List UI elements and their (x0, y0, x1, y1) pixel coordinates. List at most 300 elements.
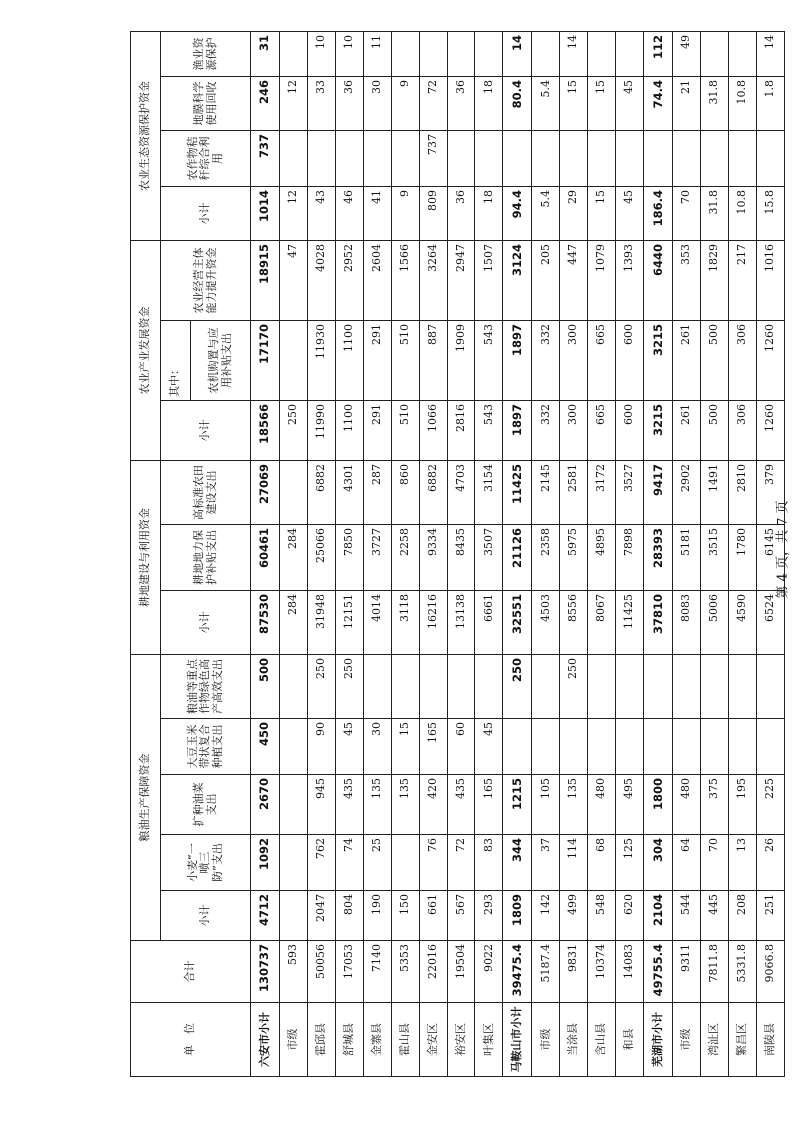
cell-f-high: 4703 (447, 460, 475, 524)
cell-e-straw (335, 130, 363, 186)
cell-f-high: 2581 (560, 460, 588, 524)
header-grain-soy: 大豆玉米带状复合种植支出 (161, 719, 251, 775)
table-row (447, 31, 475, 1076)
cell-f-sub: 8067 (588, 591, 616, 655)
cell-i-sub: 261 (673, 400, 701, 460)
cell-unit: 和县 (616, 1003, 644, 1077)
cell-e-straw (673, 130, 701, 186)
cell-unit: 市级 (532, 1003, 560, 1077)
cell-g-sub: 293 (475, 891, 503, 941)
cell-e-straw (503, 130, 532, 186)
cell-e-film: 45 (616, 76, 644, 130)
cell-g-wheat: 114 (560, 835, 588, 891)
cell-f-subsidy: 7898 (616, 525, 644, 591)
cell-g-sub: 208 (728, 891, 756, 941)
cell-unit: 繁昌区 (728, 1003, 756, 1077)
cell-f-high (280, 460, 308, 524)
cell-g-green (616, 655, 644, 719)
cell-f-subsidy: 284 (280, 525, 308, 591)
cell-unit: 金安区 (419, 1003, 447, 1077)
cell-i-cap: 4028 (308, 240, 336, 320)
cell-e-sub: 1014 (251, 186, 280, 240)
cell-g-wheat: 74 (335, 835, 363, 891)
cell-i-mach: 665 (588, 320, 616, 400)
header-eco-subtotal: 小计 (161, 186, 251, 240)
cell-total: 7811.8 (701, 941, 729, 1003)
cell-f-sub: 31948 (308, 591, 336, 655)
cell-f-high: 27069 (251, 460, 280, 524)
cell-f-subsidy: 7850 (335, 525, 363, 591)
cell-unit: 六安市小计 (251, 1003, 280, 1077)
cell-total: 17053 (335, 941, 363, 1003)
cell-g-wheat: 68 (588, 835, 616, 891)
cell-f-sub: 4014 (363, 591, 391, 655)
cell-f-subsidy: 28393 (644, 525, 673, 591)
cell-i-sub: 3215 (644, 400, 673, 460)
cell-e-straw (280, 130, 308, 186)
cell-i-cap: 1393 (616, 240, 644, 320)
cell-g-green: 250 (560, 655, 588, 719)
cell-unit: 含山县 (588, 1003, 616, 1077)
cell-g-oil: 135 (560, 775, 588, 835)
cell-g-wheat: 72 (447, 835, 475, 891)
header-eco-straw: 农作物秸秆综合利用 (161, 130, 251, 186)
header-ecology-group: 农业生态资源保护资金 (131, 31, 161, 240)
cell-e-straw (644, 130, 673, 186)
cell-e-film: 30 (363, 76, 391, 130)
cell-f-subsidy: 1780 (728, 525, 756, 591)
cell-i-mach: 887 (419, 320, 447, 400)
cell-i-mach: 510 (391, 320, 419, 400)
cell-i-cap: 3264 (419, 240, 447, 320)
cell-f-high: 4301 (335, 460, 363, 524)
cell-g-oil: 945 (308, 775, 336, 835)
cell-i-mach (280, 320, 308, 400)
cell-e-sub: 12 (280, 186, 308, 240)
cell-g-sub: 150 (391, 891, 419, 941)
table-row (616, 31, 644, 1076)
cell-f-sub: 12151 (335, 591, 363, 655)
cell-g-soy: 165 (419, 719, 447, 775)
cell-e-straw: 737 (419, 130, 447, 186)
cell-i-mach: 11930 (308, 320, 336, 400)
cell-e-sub: 45 (616, 186, 644, 240)
cell-f-sub: 8083 (673, 591, 701, 655)
cell-f-subsidy: 2358 (532, 525, 560, 591)
cell-f-subsidy: 5975 (560, 525, 588, 591)
cell-e-straw (756, 130, 784, 186)
cell-i-mach: 3215 (644, 320, 673, 400)
table-row (280, 31, 308, 1076)
cell-unit: 市级 (673, 1003, 701, 1077)
cell-g-wheat: 76 (419, 835, 447, 891)
cell-i-sub: 18566 (251, 400, 280, 460)
cell-g-soy: 45 (335, 719, 363, 775)
cell-e-sub: 31.8 (701, 186, 729, 240)
cell-g-oil: 165 (475, 775, 503, 835)
cell-g-soy: 90 (308, 719, 336, 775)
cell-i-sub: 332 (532, 400, 560, 460)
cell-g-wheat: 25 (363, 835, 391, 891)
cell-i-cap: 6440 (644, 240, 673, 320)
cell-i-cap: 3124 (503, 240, 532, 320)
cell-e-fish (532, 31, 560, 76)
cell-g-green (756, 655, 784, 719)
cell-i-sub: 665 (588, 400, 616, 460)
cell-g-oil: 2670 (251, 775, 280, 835)
cell-total: 22016 (419, 941, 447, 1003)
cell-i-cap: 1507 (475, 240, 503, 320)
cell-g-wheat: 83 (475, 835, 503, 891)
cell-e-straw (391, 130, 419, 186)
cell-g-wheat: 344 (503, 835, 532, 891)
header-industry-among: 其中： (161, 320, 191, 400)
cell-g-wheat (280, 835, 308, 891)
cell-i-sub: 600 (616, 400, 644, 460)
cell-e-straw (728, 130, 756, 186)
cell-i-mach: 543 (475, 320, 503, 400)
cell-i-sub: 1100 (335, 400, 363, 460)
cell-g-soy (532, 719, 560, 775)
cell-i-mach: 600 (616, 320, 644, 400)
cell-g-sub: 251 (756, 891, 784, 941)
cell-i-cap: 447 (560, 240, 588, 320)
cell-f-high: 379 (756, 460, 784, 524)
cell-i-mach: 1897 (503, 320, 532, 400)
cell-e-film: 5.4 (532, 76, 560, 130)
cell-g-soy (588, 719, 616, 775)
cell-e-straw (701, 130, 729, 186)
cell-g-wheat: 70 (701, 835, 729, 891)
cell-total: 9311 (673, 941, 701, 1003)
table-row (701, 31, 729, 1076)
cell-e-straw (532, 130, 560, 186)
cell-g-sub: 499 (560, 891, 588, 941)
cell-f-subsidy: 5181 (673, 525, 701, 591)
cell-g-sub: 567 (447, 891, 475, 941)
cell-e-straw (475, 130, 503, 186)
cell-g-oil: 1800 (644, 775, 673, 835)
cell-total: 9066.8 (756, 941, 784, 1003)
cell-i-cap: 353 (673, 240, 701, 320)
cell-i-sub: 300 (560, 400, 588, 460)
table-body (251, 31, 785, 1076)
cell-e-sub: 9 (391, 186, 419, 240)
cell-g-sub: 548 (588, 891, 616, 941)
cell-e-film: 15 (560, 76, 588, 130)
cell-e-fish (280, 31, 308, 76)
table-row (503, 31, 532, 1076)
cell-e-straw: 737 (251, 130, 280, 186)
cell-e-sub: 29 (560, 186, 588, 240)
cell-g-green (363, 655, 391, 719)
cell-f-sub: 284 (280, 591, 308, 655)
cell-g-green (475, 655, 503, 719)
rotated-table-container (130, 32, 785, 1077)
cell-f-high: 1491 (701, 460, 729, 524)
cell-i-sub: 510 (391, 400, 419, 460)
cell-e-film: 72 (419, 76, 447, 130)
cell-i-sub: 500 (701, 400, 729, 460)
cell-g-wheat: 304 (644, 835, 673, 891)
cell-e-straw (588, 130, 616, 186)
cell-e-fish (475, 31, 503, 76)
cell-unit: 舒城县 (335, 1003, 363, 1077)
cell-i-mach: 1909 (447, 320, 475, 400)
cell-g-green (728, 655, 756, 719)
cell-f-high: 3172 (588, 460, 616, 524)
cell-i-cap: 1079 (588, 240, 616, 320)
cell-g-wheat: 1092 (251, 835, 280, 891)
cell-g-soy (644, 719, 673, 775)
cell-e-film: 31.8 (701, 76, 729, 130)
cell-f-sub: 32551 (503, 591, 532, 655)
cell-g-wheat (391, 835, 419, 891)
cell-e-fish (447, 31, 475, 76)
cell-g-soy: 30 (363, 719, 391, 775)
cell-e-sub: 70 (673, 186, 701, 240)
header-farmland-group: 耕地建设与利用资金 (131, 460, 161, 654)
cell-unit: 南陵县 (756, 1003, 784, 1077)
cell-g-wheat: 125 (616, 835, 644, 891)
cell-unit: 裕安区 (447, 1003, 475, 1077)
cell-g-sub: 1809 (503, 891, 532, 941)
cell-e-film: 36 (335, 76, 363, 130)
cell-e-straw (447, 130, 475, 186)
cell-e-straw (308, 130, 336, 186)
cell-g-green (588, 655, 616, 719)
cell-i-mach: 291 (363, 320, 391, 400)
header-farm-subsidy: 耕地地力保护补贴支出 (161, 525, 251, 591)
cell-g-sub: 804 (335, 891, 363, 941)
cell-g-soy: 45 (475, 719, 503, 775)
cell-i-mach: 500 (701, 320, 729, 400)
cell-e-fish (701, 31, 729, 76)
cell-g-green: 250 (308, 655, 336, 719)
cell-total: 19504 (447, 941, 475, 1003)
cell-f-subsidy: 25066 (308, 525, 336, 591)
cell-e-straw (560, 130, 588, 186)
cell-f-sub: 87530 (251, 591, 280, 655)
cell-i-sub: 1260 (756, 400, 784, 460)
cell-e-fish: 10 (335, 31, 363, 76)
cell-g-soy (560, 719, 588, 775)
header-farm-highstd: 高标准农田建设支出 (161, 460, 251, 524)
cell-e-sub: 809 (419, 186, 447, 240)
cell-i-cap: 18915 (251, 240, 280, 320)
cell-g-oil: 135 (391, 775, 419, 835)
cell-g-soy: 60 (447, 719, 475, 775)
cell-i-sub: 291 (363, 400, 391, 460)
cell-i-cap: 2947 (447, 240, 475, 320)
cell-unit: 霍邱县 (308, 1003, 336, 1077)
cell-i-sub: 543 (475, 400, 503, 460)
cell-e-film: 21 (673, 76, 701, 130)
cell-f-sub: 8556 (560, 591, 588, 655)
cell-g-green: 250 (335, 655, 363, 719)
cell-f-subsidy: 60461 (251, 525, 280, 591)
cell-f-high: 3154 (475, 460, 503, 524)
cell-g-green: 500 (251, 655, 280, 719)
cell-g-green (391, 655, 419, 719)
cell-unit: 湾沚区 (701, 1003, 729, 1077)
cell-e-film: 33 (308, 76, 336, 130)
cell-f-subsidy: 21126 (503, 525, 532, 591)
cell-g-sub: 4712 (251, 891, 280, 941)
cell-f-subsidy: 3727 (363, 525, 391, 591)
cell-total: 14083 (616, 941, 644, 1003)
cell-e-fish: 14 (560, 31, 588, 76)
cell-e-fish: 10 (308, 31, 336, 76)
cell-e-sub: 15 (588, 186, 616, 240)
cell-f-sub: 4590 (728, 591, 756, 655)
cell-g-soy: 450 (251, 719, 280, 775)
cell-g-oil: 375 (701, 775, 729, 835)
cell-f-sub: 37810 (644, 591, 673, 655)
cell-e-fish: 49 (673, 31, 701, 76)
cell-i-sub: 2816 (447, 400, 475, 460)
cell-total: 9022 (475, 941, 503, 1003)
cell-i-cap: 205 (532, 240, 560, 320)
cell-e-straw (363, 130, 391, 186)
cell-e-sub: 10.8 (728, 186, 756, 240)
cell-g-sub: 190 (363, 891, 391, 941)
cell-e-sub: 46 (335, 186, 363, 240)
cell-e-fish (728, 31, 756, 76)
table-row (673, 31, 701, 1076)
cell-g-oil: 420 (419, 775, 447, 835)
header-unit: 单 位 (131, 1003, 251, 1077)
cell-e-film: 18 (475, 76, 503, 130)
cell-i-sub: 250 (280, 400, 308, 460)
cell-e-film: 74.4 (644, 76, 673, 130)
cell-i-cap: 1566 (391, 240, 419, 320)
funding-table (130, 31, 785, 1077)
cell-f-high: 6882 (419, 460, 447, 524)
cell-g-green (644, 655, 673, 719)
header-industry-capacity: 农业经营主体能力提升资金 (161, 240, 251, 320)
cell-g-soy (616, 719, 644, 775)
cell-f-high: 11425 (503, 460, 532, 524)
cell-i-mach: 1100 (335, 320, 363, 400)
cell-e-fish (391, 31, 419, 76)
header-grain-group: 粮油生产保障资金 (131, 655, 161, 941)
cell-i-sub: 1897 (503, 400, 532, 460)
cell-e-film: 80.4 (503, 76, 532, 130)
cell-e-sub: 5.4 (532, 186, 560, 240)
cell-g-sub: 620 (616, 891, 644, 941)
cell-f-high: 9417 (644, 460, 673, 524)
cell-g-soy (728, 719, 756, 775)
cell-e-fish: 11 (363, 31, 391, 76)
cell-g-oil: 435 (447, 775, 475, 835)
cell-e-fish: 31 (251, 31, 280, 76)
cell-total: 130737 (251, 941, 280, 1003)
cell-f-high: 3527 (616, 460, 644, 524)
cell-f-subsidy: 9334 (419, 525, 447, 591)
cell-g-oil: 105 (532, 775, 560, 835)
cell-unit: 当涂县 (560, 1003, 588, 1077)
cell-f-subsidy: 8435 (447, 525, 475, 591)
cell-e-sub: 18 (475, 186, 503, 240)
cell-i-mach: 332 (532, 320, 560, 400)
cell-f-sub: 5006 (701, 591, 729, 655)
table-row (363, 31, 391, 1076)
cell-g-oil: 1215 (503, 775, 532, 835)
cell-f-sub: 6524 (756, 591, 784, 655)
cell-e-sub: 43 (308, 186, 336, 240)
cell-g-oil: 480 (588, 775, 616, 835)
cell-f-high: 6882 (308, 460, 336, 524)
cell-e-sub: 41 (363, 186, 391, 240)
table-row (728, 31, 756, 1076)
cell-g-oil: 495 (616, 775, 644, 835)
cell-i-mach: 300 (560, 320, 588, 400)
cell-i-mach: 1260 (756, 320, 784, 400)
cell-g-soy (673, 719, 701, 775)
cell-g-soy (756, 719, 784, 775)
cell-g-soy (280, 719, 308, 775)
cell-e-fish: 14 (503, 31, 532, 76)
cell-total: 5331.8 (728, 941, 756, 1003)
cell-g-soy (503, 719, 532, 775)
header-industry-machine: 农机购置与应用补贴支出 (191, 320, 251, 400)
table-row (532, 31, 560, 1076)
cell-g-wheat: 762 (308, 835, 336, 891)
cell-f-subsidy: 6145 (756, 525, 784, 591)
cell-e-film: 1.8 (756, 76, 784, 130)
table-row (560, 31, 588, 1076)
cell-g-green (280, 655, 308, 719)
table-row (335, 31, 363, 1076)
cell-f-sub: 16216 (419, 591, 447, 655)
cell-g-green: 250 (503, 655, 532, 719)
cell-g-wheat: 37 (532, 835, 560, 891)
cell-f-sub: 4503 (532, 591, 560, 655)
header-industry-subtotal: 小计 (161, 400, 251, 460)
page-footer: 第 4 页，共 7 页 (775, 500, 791, 599)
cell-g-wheat: 26 (756, 835, 784, 891)
table-row (644, 31, 673, 1076)
cell-e-film: 12 (280, 76, 308, 130)
header-industry-group: 农业产业发展资金 (131, 240, 161, 460)
table-row (475, 31, 503, 1076)
cell-g-soy: 15 (391, 719, 419, 775)
cell-f-subsidy: 3507 (475, 525, 503, 591)
cell-e-sub: 186.4 (644, 186, 673, 240)
cell-g-green (532, 655, 560, 719)
cell-g-green (701, 655, 729, 719)
header-farm-subtotal: 小计 (161, 591, 251, 655)
cell-total: 5353 (391, 941, 419, 1003)
cell-i-cap: 2952 (335, 240, 363, 320)
table-row (391, 31, 419, 1076)
cell-g-green (419, 655, 447, 719)
cell-f-high: 860 (391, 460, 419, 524)
header-grain-subtotal: 小计 (161, 891, 251, 941)
table-row (419, 31, 447, 1076)
cell-i-mach: 261 (673, 320, 701, 400)
cell-e-sub: 36 (447, 186, 475, 240)
cell-g-wheat: 13 (728, 835, 756, 891)
cell-f-sub: 3118 (391, 591, 419, 655)
cell-i-cap: 1829 (701, 240, 729, 320)
cell-g-green (673, 655, 701, 719)
cell-i-cap: 1016 (756, 240, 784, 320)
cell-e-film: 10.8 (728, 76, 756, 130)
header-eco-fish: 渔业资源保护 (161, 31, 251, 76)
cell-e-sub: 94.4 (503, 186, 532, 240)
